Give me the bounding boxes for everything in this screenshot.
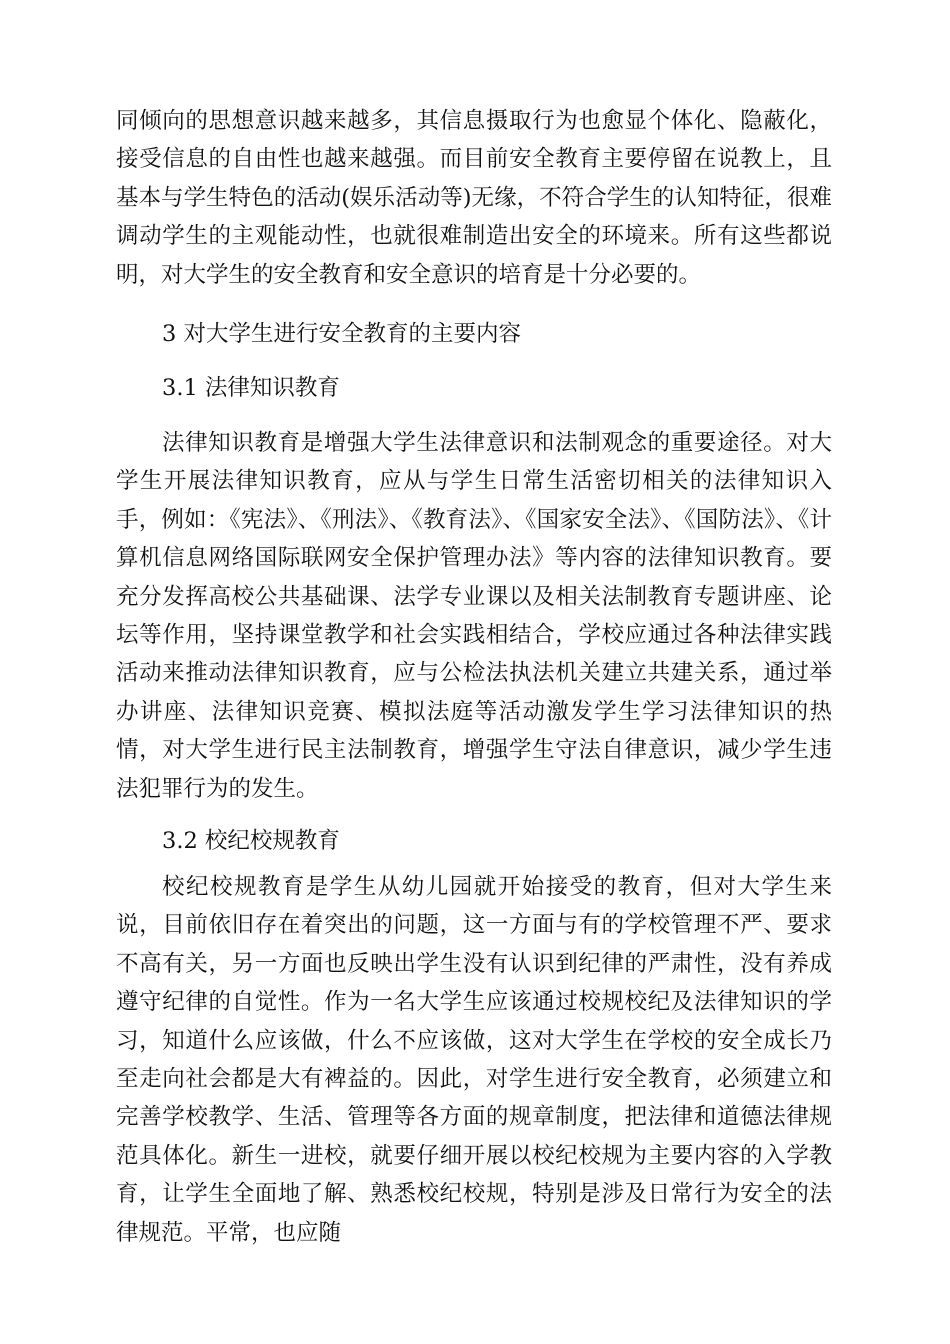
document-page — [116, 0, 832, 1344]
section-3-heading: 3 对大学生进行安全教育的主要内容 — [162, 321, 521, 347]
paragraph-continued: 同倾向的思想意识越来越多，其信息摄取行为也愈显个体化、隐蔽化，接受信息的自由性也越来越强。而目前安全教育主要停留在说教上，且基本与学生特色的活动(娱乐活动等)无缘，不符合学生的认知特征，很难调动学生的主观能动性，也就很难制造出安全的环境来。所有这些都说明，对大学生的安全教育和安全意识的培育是十分必要的。 — [116, 108, 832, 288]
section-3-2-heading: 3.2 校纪校规教育 — [162, 828, 340, 854]
section-3-1-paragraph: 法律知识教育是增强大学生法律意识和法制观念的重要途径。对大学生开展法律知识教育，应从与学生日常生活密切相关的法律知识入手，例如：《宪法》、《刑法》、《教育法》、《国家安全法》、《国防法》、《计算机信息网络国际联网安全保护管理办法》等内容的法律知识教育。要充分发挥高校公共基础课、法学专业课以及相关法制教育专题讲座、论坛等作用，坚持课堂教学和社会实践相结合，学校应通过各种法律实践活动来推动法律知识教育，应与公检法执法机关建立共建关系，通过举办讲座、法律知识竞赛、模拟法庭等活动激发学生学习法律知识的热情，对大学生进行民主法制教育，增强学生守法自律意识，减少学生违法犯罪行为的发生。 — [116, 430, 832, 802]
section-3-1-heading: 3.1 法律知识教育 — [162, 375, 340, 401]
section-3-2-paragraph: 校纪校规教育是学生从幼儿园就开始接受的教育，但对大学生来说，目前依旧存在着突出的问题，这一方面与有的学校管理不严、要求不高有关，另一方面也反映出学生没有认识到纪律的严肃性，没有养成遵守纪律的自觉性。作为一名大学生应该通过校规校纪及法律知识的学习，知道什么应该做，什么不应该做，这对大学生在学校的安全成长乃至走向社会都是大有裨益的。因此，对学生进行安全教育，必须建立和完善学校教学、生活、管理等各方面的规章制度，把法律和道德法律规范具体化。新生一进校，就要仔细开展以校纪校规为主要内容的入学教育，让学生全面地了解、熟悉校纪校规，特别是涉及日常行为安全的法律规范。平常，也应随 — [116, 874, 832, 1246]
